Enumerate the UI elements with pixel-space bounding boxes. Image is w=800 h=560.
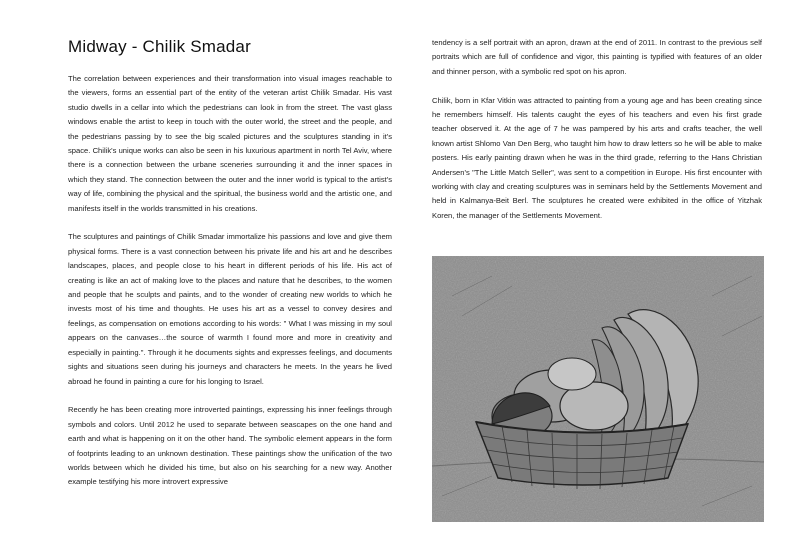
body-paragraph: Chilik, born in Kfar Vitkin was attracted to painting from a young age and has been creating since he remembers himself. His talents caught the eyes of his teachers and even his first grade teacher observed it. At the age of 7 he was pampered by his arts and crafts teacher, the well known artist Shlomo Van Den Berg, who taught him how to draw letters so he will be able to make posters. His early painting drawn when he was in the third grade, referring to the Hans Christian Andersen's "The Little Match Seller", was sent to a competition in Europe. His first encounter with working with clay and creating sculptures was in seminars held by the Settlements Movement and held in Kalmanya-Beit Berl. The sculptures he created were exhibited in the office of Yitzhak Koren, the manager of the Settlements Movement. [432,95,762,220]
right-column [432,36,762,238]
body-paragraph: The correlation between experiences and their transformation into visual images reachable to the viewers, forms an essential part of the entity of the veteran artist Chilik Smadar. His vast studio dwells in a cellar into which the pedestrians can look in from the street. The vast glass windows enable the artist to keep in touch with the outer world, the street and the people, and the pedestrians passing by to see the big scaled pictures and the sculptures standing in it's space. Chilik's unique works can also be seen in his luxurious apartment in north Tel Aviv, where there is a connection between the urbane sceneries surrounding it and the inner spaces in which they stand. The connection between the outer and the inner world is typical to the artist's way of life, combining the physical and the spiritual, the business world and the artistic one, and manifests itself in the worlds transmitted in his creations. [68,74,392,213]
fruit-basket-artwork [432,256,764,522]
fruit-basket-etching-icon [432,256,764,522]
body-paragraph: Recently he has been creating more introverted paintings, expressing his inner feelings through symbols and colors. Until 2012 he used to separate between seascapes on the one hand and earth and what is happening on it on the other hand. The symbolic element appears in the form of footprints leading to an unknown destination. These paintings show the unification of the two worlds between which he divided his time, but also on his searching for a new way. Another example testifying his more introvert expressive [68,405,392,487]
left-column [68,36,392,504]
body-paragraph: tendency is a self portrait with an apron, drawn at the end of 2011. In contrast to the previous self portraits which are full of confidence and vigor, this painting is typified with features of an older and thinner person, with a symbolic red spot on his apron. [432,38,762,76]
page-title: Midway - Chilik Smadar [68,37,251,56]
body-paragraph: The sculptures and paintings of Chilik Smadar immortalize his passions and love and give them physical forms. There is a vast connection between his private life and his art and he describes landscapes, places, and people close to his heart in different periods of his life. His act of creating is like an act of making love to the places and nature that he describes, to the women and people that he sculpts and paints, and to the wonder of creating new worlds to which he invests most of his time and thoughts. He uses his art as a vessel to convey desires and feelings, as compensation on emotions according to his words: " What I was missing in my soul appears on the canvases…the source of warmth I found more and more in creativity and especially in painting.". Through it he documents sights and expresses feelings, and documents sights and situations seen during his journeys and characters he meets. In the years he lived abroad he found in painting a cure for his longing to Israel. [68,232,392,386]
